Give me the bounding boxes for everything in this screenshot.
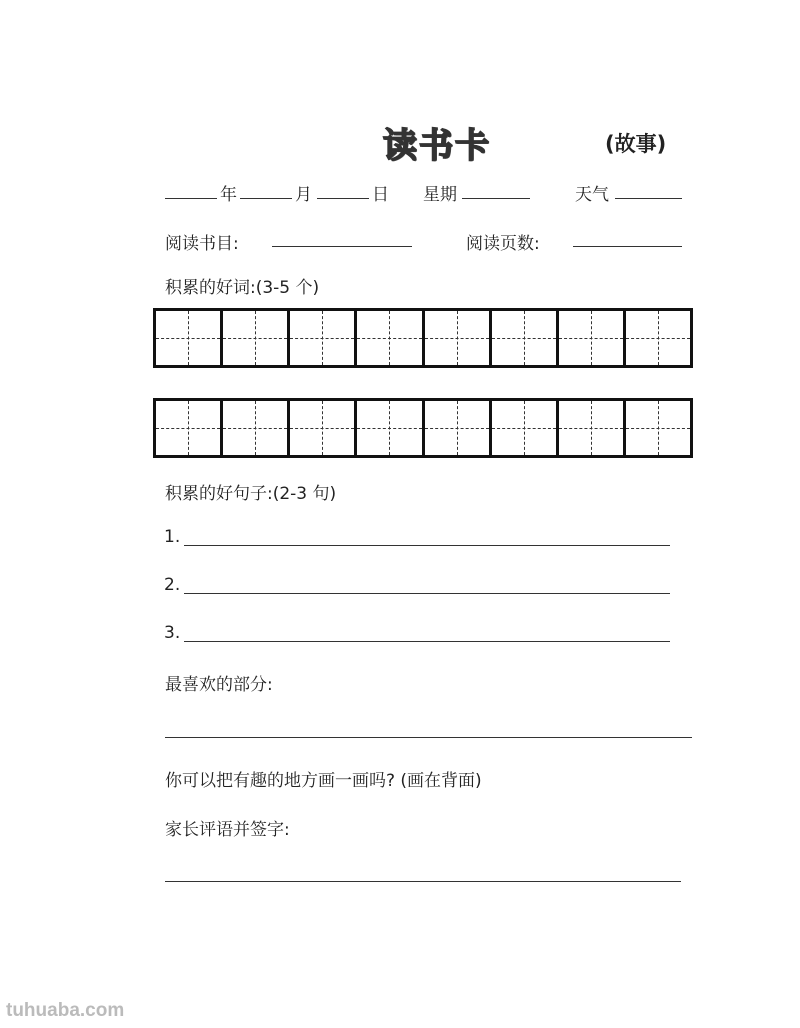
favorite-part-label: 最喜欢的部分:: [165, 675, 273, 695]
weekday-blank[interactable]: [462, 198, 530, 199]
word-cell[interactable]: [156, 311, 223, 365]
word-cell[interactable]: [559, 401, 626, 455]
word-cell[interactable]: [425, 401, 492, 455]
card-title: 读书卡: [383, 126, 491, 166]
sentence-line-1[interactable]: [184, 545, 670, 546]
parent-comment-label: 家长评语并签字:: [165, 820, 290, 840]
word-cell[interactable]: [492, 401, 559, 455]
day-blank[interactable]: [317, 198, 369, 199]
year-label: 年: [220, 185, 237, 205]
word-cell[interactable]: [626, 311, 690, 365]
word-cell[interactable]: [290, 401, 357, 455]
watermark: tuhuaba.com: [6, 1000, 125, 1021]
word-cell[interactable]: [559, 311, 626, 365]
drawing-prompt: 你可以把有趣的地方画一画吗? (画在背面): [165, 771, 482, 791]
pages-blank[interactable]: [573, 246, 682, 247]
pages-label: 阅读页数:: [466, 234, 540, 254]
word-grid-row-2[interactable]: [153, 398, 693, 458]
good-sentences-label: 积累的好句子:(2-3 句): [165, 484, 337, 504]
day-label: 日: [372, 185, 389, 205]
month-blank[interactable]: [240, 198, 292, 199]
sentence-number-1: 1.: [164, 527, 181, 547]
word-cell[interactable]: [357, 401, 424, 455]
card-subtitle: (故事): [605, 132, 667, 156]
weather-label: 天气: [575, 185, 609, 205]
favorite-part-line[interactable]: [165, 737, 692, 738]
weather-blank[interactable]: [615, 198, 682, 199]
weekday-label: 星期: [423, 185, 457, 205]
book-title-label: 阅读书目:: [165, 234, 239, 254]
sentence-line-3[interactable]: [184, 641, 670, 642]
year-blank[interactable]: [165, 198, 217, 199]
word-cell[interactable]: [223, 311, 290, 365]
word-cell[interactable]: [626, 401, 690, 455]
book-title-blank[interactable]: [272, 246, 412, 247]
sentence-number-3: 3.: [164, 623, 181, 643]
word-cell[interactable]: [290, 311, 357, 365]
sentence-number-2: 2.: [164, 575, 181, 595]
parent-comment-line[interactable]: [165, 881, 681, 882]
word-cell[interactable]: [223, 401, 290, 455]
sentence-line-2[interactable]: [184, 593, 670, 594]
word-cell[interactable]: [425, 311, 492, 365]
word-grid-row-1[interactable]: [153, 308, 693, 368]
word-cell[interactable]: [492, 311, 559, 365]
good-words-label: 积累的好词:(3-5 个): [165, 278, 320, 298]
word-cell[interactable]: [357, 311, 424, 365]
month-label: 月: [295, 185, 312, 205]
word-cell[interactable]: [156, 401, 223, 455]
